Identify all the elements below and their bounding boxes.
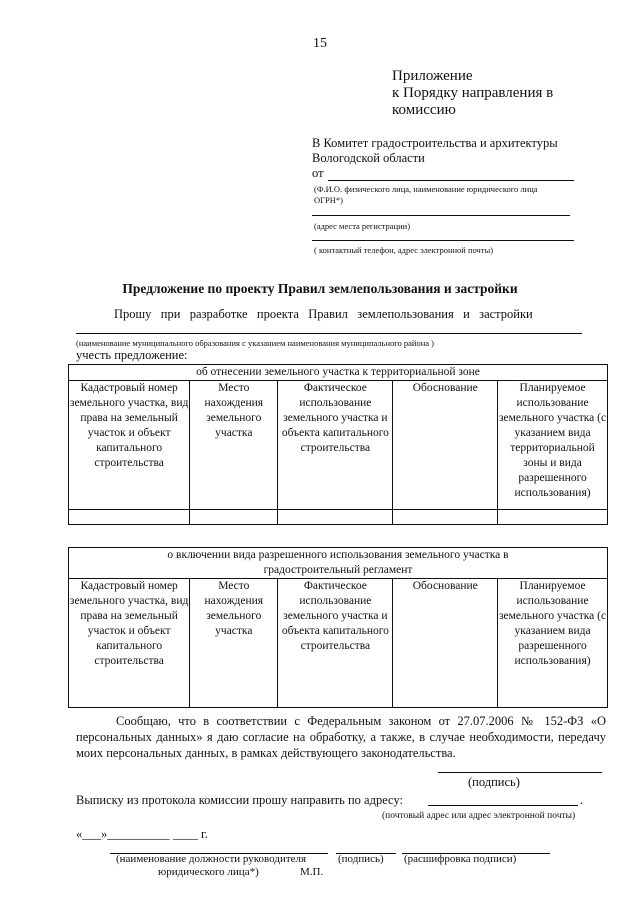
extract-request: Выписку из протокола комиссии прошу направить по адресу:	[76, 793, 403, 807]
table2-header-cadastral: Кадастровый номер земельного участка, вид права на земельный участок и объект капитального строительства	[69, 579, 190, 708]
table2-header-justification: Обоснование	[393, 579, 498, 708]
position-hint-line-2: юридического лица*)	[158, 866, 259, 878]
postal-hint: (почтовый адрес или адрес электронной почты)	[382, 811, 576, 821]
contact-input-line[interactable]	[312, 240, 574, 241]
date-field[interactable]: «___»__________ ____ г.	[76, 827, 208, 841]
table1-cell[interactable]	[498, 510, 608, 525]
municipality-hint: (наименование муниципального образования с указанием наименования муниципального района )	[76, 338, 435, 348]
table2-header-location: Место нахождения земельного участка	[190, 579, 278, 708]
table1-cell[interactable]	[393, 510, 498, 525]
signature-label: (подпись)	[468, 775, 520, 789]
table1-header-location: Место нахождения земельного участка	[190, 381, 278, 510]
registration-input-line[interactable]	[312, 215, 570, 216]
table1-cell[interactable]	[69, 510, 190, 525]
appendix-line-1: Приложение	[392, 68, 473, 84]
appendix-block	[392, 68, 553, 119]
period-mark: .	[580, 793, 584, 807]
addressee-line-1: В Комитет градостроительства и архитектуры	[312, 136, 558, 150]
from-label: от	[312, 166, 324, 180]
request-line: Прошу при разработке проекта Правил землепользования и застройки	[114, 307, 533, 321]
consider-label: учесть предложение:	[76, 348, 188, 362]
position-hint: (наименование должности руководителя	[116, 853, 307, 865]
table1-cell[interactable]	[278, 510, 393, 525]
ogrn-hint: ОГРН*)	[314, 195, 343, 205]
document-title: Предложение по проекту Правил землепользования и застройки	[122, 281, 518, 296]
table1-header-planned-use: Планируемое использование земельного участка (с указанием вида территориальной зоны и вида разрешенного использования)	[498, 381, 608, 510]
table2-header-actual-use: Фактическое использование земельного участка и объекта капитального строительства	[278, 579, 393, 708]
municipality-input-line[interactable]	[76, 333, 582, 334]
appendix-line-2: к Порядку направления в	[392, 85, 554, 101]
seal-label: М.П.	[300, 866, 324, 878]
table1-heading: об отнесении земельного участка к территориальной зоне	[69, 365, 608, 381]
signature-hint: (подпись)	[338, 853, 384, 865]
delivery-address-input-line[interactable]	[428, 805, 578, 806]
appendix-line-3: комиссию	[392, 102, 456, 118]
table-row	[69, 510, 608, 525]
table1-header-cadastral: Кадастровый номер земельного участка, вид права на земельный участок и объект капитального строительства	[69, 381, 190, 510]
table2-heading: о включении вида разрешенного использования земельного участка в градостроительный регламент	[69, 548, 608, 579]
registration-hint: (адрес места регистрации)	[314, 221, 411, 231]
table1-cell[interactable]	[190, 510, 278, 525]
contact-hint: ( контактный телефон, адрес электронной почты)	[314, 245, 494, 255]
zone-proposal-table	[68, 364, 608, 525]
consent-paragraph: Сообщаю, что в соответствии с Федеральным законом от 27.07.2006 № 152-ФЗ «О персональных данных» я даю согласие на обработку, а также, в случае необходимости, передачу моих персональных данных, в рамках действующего законодательства.	[76, 714, 606, 760]
table2-header-planned-use: Планируемое использование земельного участка (с указанием вида разрешенного использования)	[498, 579, 608, 708]
page-number: 15	[313, 36, 327, 51]
from-input-line[interactable]	[328, 180, 574, 181]
regulation-proposal-table	[68, 547, 608, 708]
addressee-block	[312, 136, 558, 166]
addressee-line-2: Вологодской области	[312, 151, 425, 165]
decoding-hint: (расшифровка подписи)	[404, 853, 517, 865]
table1-header-actual-use: Фактическое использование земельного участка и объекта капитального строительства	[278, 381, 393, 510]
signature-input-line[interactable]	[438, 772, 602, 773]
from-hint: (Ф.И.О. физического лица, наименование юридического лица	[314, 184, 538, 194]
table1-header-justification: Обоснование	[393, 381, 498, 510]
